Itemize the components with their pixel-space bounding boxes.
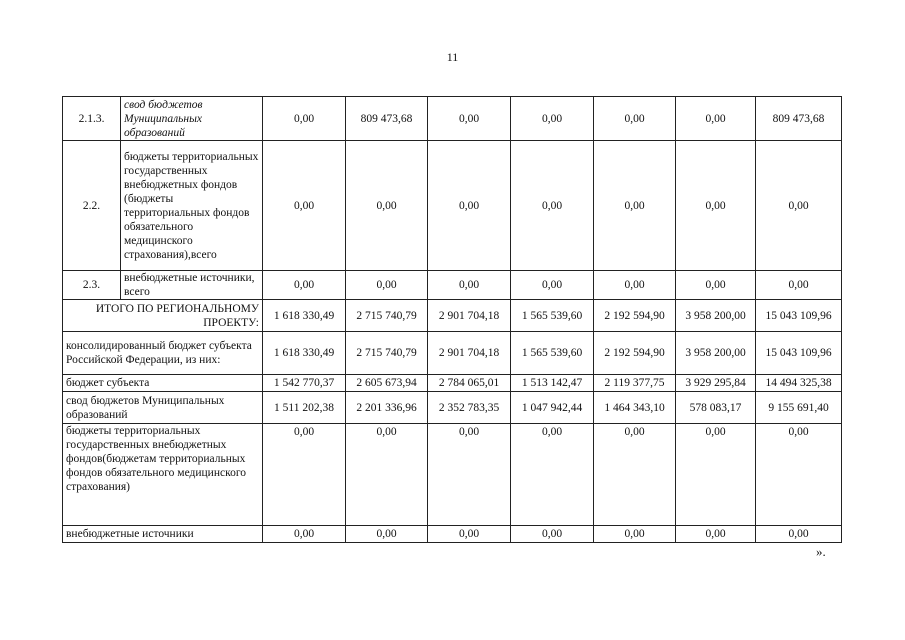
value-cell: 0,00 — [511, 97, 594, 141]
value-cell: 0,00 — [428, 526, 511, 543]
value-cell: 2 119 377,75 — [594, 375, 676, 392]
value-cell: 0,00 — [594, 271, 676, 300]
row-label: внебюджетные источники, всего — [121, 271, 263, 300]
value-cell: 3 958 200,00 — [676, 332, 756, 375]
value-cell: 2 605 673,94 — [346, 375, 428, 392]
value-cell: 0,00 — [594, 526, 676, 543]
value-cell: 9 155 691,40 — [756, 392, 842, 424]
budget-table — [62, 96, 842, 543]
value-cell: 0,00 — [263, 271, 346, 300]
value-cell: 0,00 — [756, 271, 842, 300]
value-cell: 2 201 336,96 — [346, 392, 428, 424]
value-cell: 3 958 200,00 — [676, 300, 756, 332]
value-cell: 0,00 — [676, 141, 756, 271]
value-cell: 2 715 740,79 — [346, 300, 428, 332]
value-cell: 0,00 — [756, 141, 842, 271]
value-cell: 14 494 325,38 — [756, 375, 842, 392]
value-cell: 2 352 783,35 — [428, 392, 511, 424]
row-label: внебюджетные источники — [63, 526, 263, 543]
page-number: 11 — [446, 50, 459, 64]
value-cell: 0,00 — [511, 424, 594, 526]
value-cell: 0,00 — [511, 526, 594, 543]
value-cell: 1 047 942,44 — [511, 392, 594, 424]
value-cell: 0,00 — [346, 271, 428, 300]
value-cell: 0,00 — [594, 424, 676, 526]
value-cell: 2 715 740,79 — [346, 332, 428, 375]
value-cell: 15 043 109,96 — [756, 332, 842, 375]
value-cell: 809 473,68 — [756, 97, 842, 141]
value-cell: 0,00 — [428, 97, 511, 141]
value-cell: 1 618 330,49 — [263, 300, 346, 332]
value-cell: 0,00 — [346, 141, 428, 271]
value-cell: 0,00 — [263, 526, 346, 543]
table-row — [63, 392, 842, 424]
value-cell: 15 043 109,96 — [756, 300, 842, 332]
value-cell: 1 513 142,47 — [511, 375, 594, 392]
row-label: бюджеты территориальных государственных внебюджетных фондов(бюджетам территориальных фондов обязательного медицинского страхования) — [63, 424, 263, 526]
row-label: бюджеты территориальных государственных внебюджетных фондов (бюджеты территориальных фондов обязательного медицинского страхования),всего — [121, 141, 263, 271]
table-row-total — [63, 300, 842, 332]
table-row — [63, 332, 842, 375]
value-cell: 0,00 — [676, 97, 756, 141]
total-label: ИТОГО ПО РЕГИОНАЛЬНОМУ ПРОЕКТУ: — [63, 300, 263, 332]
value-cell: 2 192 594,90 — [594, 332, 676, 375]
value-cell: 1 511 202,38 — [263, 392, 346, 424]
table-row — [63, 141, 842, 271]
value-cell: 578 083,17 — [676, 392, 756, 424]
value-cell: 1 542 770,37 — [263, 375, 346, 392]
row-code: 2.1.3. — [63, 97, 121, 141]
table-row — [63, 97, 842, 141]
value-cell: 1 464 343,10 — [594, 392, 676, 424]
value-cell: 0,00 — [346, 424, 428, 526]
value-cell: 0,00 — [263, 141, 346, 271]
value-cell: 0,00 — [511, 271, 594, 300]
value-cell: 2 901 704,18 — [428, 300, 511, 332]
value-cell: 0,00 — [676, 271, 756, 300]
value-cell: 0,00 — [676, 526, 756, 543]
value-cell: 2 901 704,18 — [428, 332, 511, 375]
closing-quote: ». — [816, 544, 826, 559]
value-cell: 1 565 539,60 — [511, 300, 594, 332]
value-cell: 0,00 — [756, 526, 842, 543]
value-cell: 0,00 — [428, 424, 511, 526]
row-label: свод бюджетов Муниципальных образований — [121, 97, 263, 141]
row-label: консолидированный бюджет субъекта Российской Федерации, из них: — [63, 332, 263, 375]
value-cell: 0,00 — [594, 141, 676, 271]
row-label: бюджет субъекта — [63, 375, 263, 392]
table-row — [63, 375, 842, 392]
table-row — [63, 526, 842, 543]
value-cell: 0,00 — [756, 424, 842, 526]
table-row — [63, 271, 842, 300]
value-cell: 3 929 295,84 — [676, 375, 756, 392]
value-cell: 0,00 — [511, 141, 594, 271]
value-cell: 0,00 — [676, 424, 756, 526]
value-cell: 0,00 — [263, 97, 346, 141]
value-cell: 0,00 — [263, 424, 346, 526]
value-cell: 1 618 330,49 — [263, 332, 346, 375]
value-cell: 1 565 539,60 — [511, 332, 594, 375]
value-cell: 0,00 — [428, 141, 511, 271]
value-cell: 0,00 — [428, 271, 511, 300]
value-cell: 0,00 — [594, 97, 676, 141]
value-cell: 0,00 — [346, 526, 428, 543]
value-cell: 2 784 065,01 — [428, 375, 511, 392]
value-cell: 2 192 594,90 — [594, 300, 676, 332]
row-label: свод бюджетов Муниципальных образований — [63, 392, 263, 424]
value-cell: 809 473,68 — [346, 97, 428, 141]
row-code: 2.2. — [63, 141, 121, 271]
table-row — [63, 424, 842, 526]
row-code: 2.3. — [63, 271, 121, 300]
